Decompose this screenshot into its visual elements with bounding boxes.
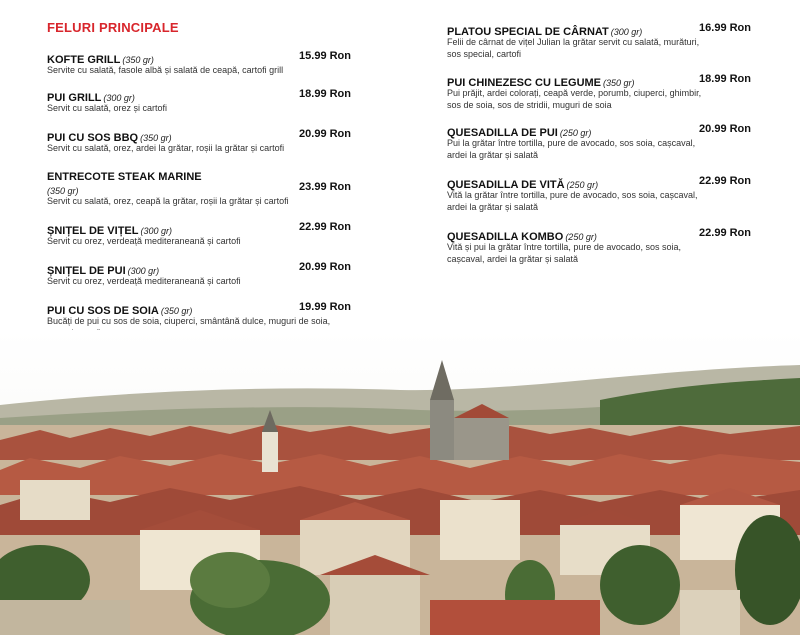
item-description: Servit cu orez, verdeață mediteraneană și cartofi — [47, 236, 241, 246]
menu-item — [47, 261, 357, 288]
item-weight: (300 gr) — [610, 27, 643, 37]
menu-item — [47, 128, 357, 155]
item-price: 22.99 Ron — [699, 227, 751, 239]
item-price: 16.99 Ron — [699, 22, 751, 34]
item-name: QUESADILLA DE PUI — [447, 127, 558, 139]
item-price: 19.99 Ron — [299, 301, 351, 313]
item-weight: (250 gr) — [559, 128, 592, 138]
item-price: 20.99 Ron — [699, 123, 751, 135]
item-weight: (350 gr) — [122, 55, 154, 65]
item-name: PUI CU SOS BBQ — [47, 132, 139, 144]
item-price: 20.99 Ron — [299, 128, 351, 140]
item-description: Pui la grătar între tortilla, pure de avocado, sos soia, cașcaval, ardei la grătar și salată — [447, 138, 696, 160]
section-title: FELURI PRINCIPALE — [47, 20, 179, 35]
item-price: 20.99 Ron — [299, 261, 351, 273]
item-name: QUESADILLA KOMBO — [447, 231, 564, 243]
item-name: PLATOU SPECIAL DE CÂRNAT — [447, 26, 609, 38]
item-weight: (350 gr) — [603, 78, 635, 88]
item-description: Vită și pui la grătar între tortilla, pure de avocado, sos soia, cașcaval, ardei la grătar și salată — [447, 242, 681, 264]
item-weight: (250 gr) — [566, 180, 599, 190]
item-description: Felii de cârnat de vițel Julian la grătar servit cu salată, murături, sos special, cartofi — [447, 37, 700, 59]
item-price: 22.99 Ron — [699, 175, 751, 187]
cityscape-illustration — [0, 330, 800, 635]
menu-item — [47, 167, 357, 208]
item-name: PUI GRILL — [47, 92, 102, 104]
menu-item — [447, 227, 757, 265]
item-weight: (250 gr) — [565, 232, 597, 242]
item-description: Bucăți de pui cu sos de soia, ciuperci, smântână dulce, muguri de soia, — [47, 316, 331, 326]
item-weight: (350 gr) — [160, 306, 193, 316]
item-name: ȘNIȚEL DE VIȚEL — [47, 225, 139, 237]
item-description: Servit cu salată, orez, ardei la grătar, roșii la grătar și cartofi — [47, 143, 285, 153]
item-description: Servit cu salată, orez și cartofi — [47, 103, 168, 113]
item-price: 18.99 Ron — [299, 88, 351, 100]
item-description: Servite cu salată, fasole albă și salată de ceapă, cartofi grill — [47, 65, 284, 75]
item-weight: (350 gr) — [140, 133, 172, 143]
menu-item — [447, 22, 757, 60]
item-name: PUI CU SOS DE SOIA — [47, 305, 159, 317]
item-weight: (300 gr) — [103, 93, 135, 103]
item-description: Servit cu salată, orez, ceapă la grătar, roșii la grătar și cartofi — [47, 196, 289, 206]
item-price: 15.99 Ron — [299, 50, 351, 62]
item-weight: (350 gr) — [47, 186, 79, 196]
menu-item — [47, 221, 357, 248]
item-name: PUI CHINEZESC CU LEGUME — [447, 77, 602, 89]
item-weight: (300 gr) — [140, 226, 172, 236]
item-name: ENTRECOTE STEAK MARINE — [47, 171, 202, 183]
item-weight: (300 gr) — [127, 266, 160, 276]
item-description: Vită la grătar între tortilla, pure de avocado, sos soia, cașcaval, ardei la grătar și salată — [447, 190, 698, 212]
item-price: 18.99 Ron — [699, 73, 751, 85]
item-description: Pui prăjit, ardei colorați, ceapă verde, porumb, ciuperci, ghimbir, sos de soia, sos de stridii, muguri de soia — [447, 88, 702, 110]
item-description: Servit cu orez, verdeață mediteraneană și cartofi — [47, 276, 241, 286]
menu-item — [447, 175, 757, 213]
menu-item — [447, 73, 757, 111]
item-name: ȘNIȚEL DE PUI — [47, 265, 126, 277]
item-name: KOFTE GRILL — [47, 54, 121, 66]
item-name: QUESADILLA DE VITĂ — [447, 179, 565, 191]
menu-item — [47, 50, 357, 77]
item-price: 22.99 Ron — [299, 221, 351, 233]
item-price: 23.99 Ron — [299, 181, 351, 193]
menu-item — [47, 88, 357, 115]
menu-item — [447, 123, 757, 161]
